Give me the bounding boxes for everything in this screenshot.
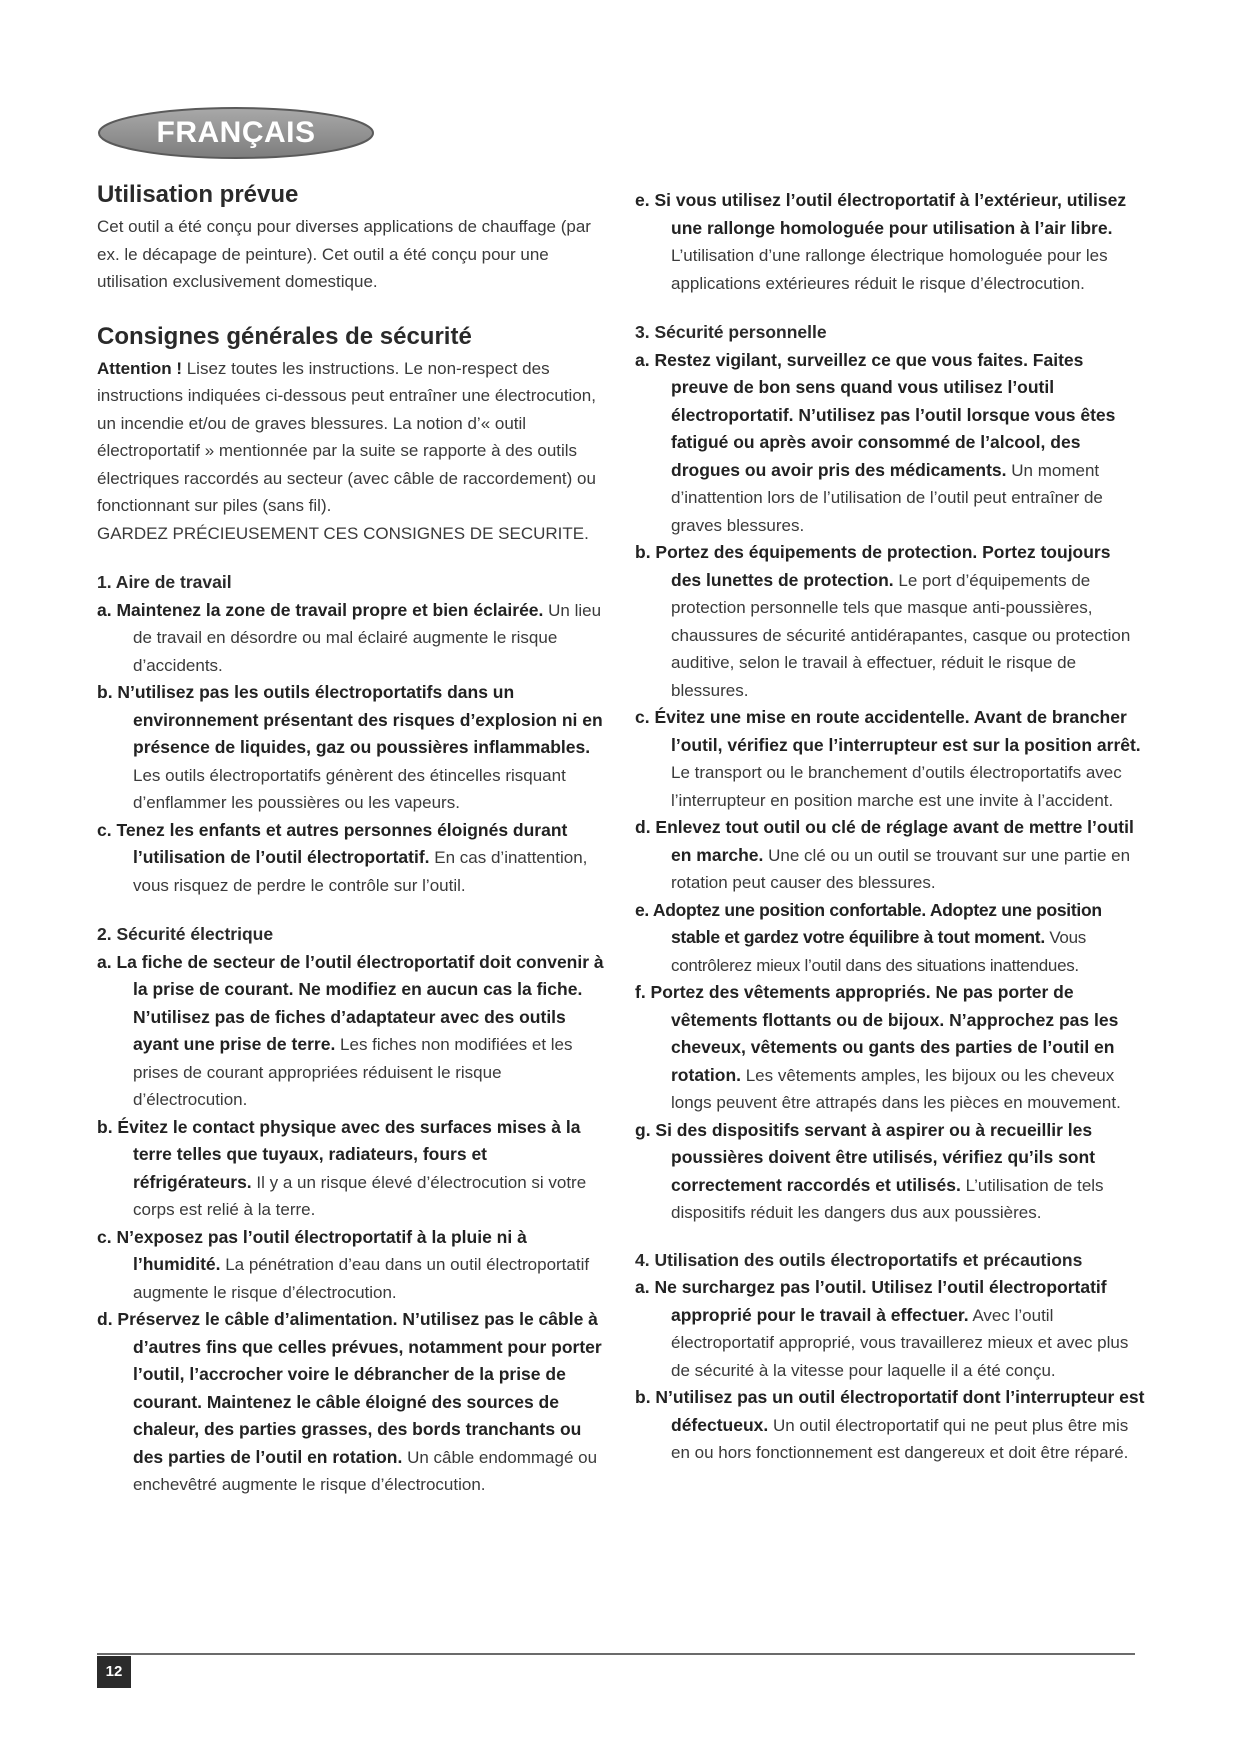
- intended-use-section: [97, 180, 607, 296]
- language-label: FRANÇAIS: [156, 116, 316, 149]
- list-item: [97, 949, 607, 1114]
- footer-divider: [97, 1653, 1135, 1655]
- item-text: Les fiches non modifiées et les prises de courant appropriées réduisent le risque d’électrocution.: [133, 1035, 573, 1109]
- list-item: [97, 597, 607, 680]
- page-number: 12: [97, 1656, 131, 1688]
- list-item: [635, 1384, 1145, 1467]
- item-text: Avec l’outil électroportatif approprié, vous travaillerez mieux et avec plus de sécurité à la vitesse pour laquelle il a été conçu.: [671, 1305, 1129, 1380]
- item-text: Un outil électroportatif qui ne peut plus être mis en ou hors fonctionnement est dangereux et doit être réparé.: [671, 1415, 1129, 1462]
- list-item: [97, 1224, 607, 1307]
- list-item: [97, 1306, 607, 1499]
- item-bold: c. Évitez une mise en route accidentelle. Avant de brancher l’outil, vérifiez que l’interrupteur est sur la position arrêt.: [635, 707, 1141, 755]
- item-bold: a. La fiche de secteur de l’outil électroportatif doit convenir à la prise de courant. Ne modifiez en aucun cas la fiche. N’utilisez pas de fiches d’adaptateur avec des outils ayant une prise de terre.: [97, 951, 604, 1054]
- section-spacer: [97, 899, 607, 921]
- list-item: [635, 187, 1145, 297]
- work-area-title: 1. Aire de travail: [97, 572, 232, 592]
- section-spacer: [635, 1227, 1145, 1247]
- item-bold: b. N’utilisez pas un outil électroportatif dont l’interrupteur est défectueux.: [635, 1387, 1145, 1435]
- electrical-safety-section: [97, 921, 607, 1499]
- tool-use-section: [635, 1247, 1145, 1467]
- warning-label: Attention !: [97, 358, 182, 378]
- item-bold: e. Adoptez une position confortable. Adoptez une position stable et gardez votre équilibre à tout moment.: [635, 899, 1102, 947]
- list-item: [635, 1274, 1145, 1384]
- work-area-section: [97, 569, 607, 899]
- item-text: Le port d’équipements de protection personnelle tels que masque anti-poussières, chaussures de sécurité antidérapantes, casque ou protection auditive, selon le travail à effectuer, réduit le risque de blessures.: [671, 570, 1131, 700]
- list-item: [635, 704, 1145, 814]
- item-text: Les vêtements amples, les bijoux ou les cheveux longs peuvent être attrapés dans les pièces en mouvement.: [671, 1065, 1121, 1112]
- personal-safety-title: 3. Sécurité personnelle: [635, 322, 827, 342]
- item-bold: a. Ne surchargez pas l’outil. Utilisez l’outil électroportatif approprié pour le travail à effectuer.: [635, 1277, 1107, 1325]
- electrical-safety-continued: [635, 187, 1145, 297]
- item-bold: d. Préservez le câble d’alimentation. N’utilisez pas le câble à d’autres fins que celles prévues, notamment pour porter l’outil, l’accrocher voire le débrancher de la prise de courant. Maintenez le câble éloigné des sources de chaleur, des parties grasses, des bords tranchants ou des parties de l’outil en rotation.: [97, 1309, 602, 1467]
- general-safety-title: Consignes générales de sécurité: [97, 322, 472, 350]
- item-bold: b. N’utilisez pas les outils électroportatifs dans un environnement présentant des risques d’explosion ni en présence de liquides, gaz ou poussières inflammables.: [97, 682, 603, 757]
- intended-use-body: Cet outil a été conçu pour diverses applications de chauffage (par ex. le décapage de peinture). Cet outil a été conçu pour une utilisation exclusivement domestique.: [97, 217, 591, 291]
- list-item: [635, 814, 1145, 897]
- item-text: La pénétration d’eau dans un outil électroportatif augmente le risque d’électrocution.: [133, 1255, 590, 1302]
- keep-instructions: GARDEZ PRÉCIEUSEMENT CES CONSIGNES DE SECURITE.: [97, 523, 589, 543]
- item-text: Un câble endommagé ou enchevêtré augmente le risque d’électrocution.: [133, 1447, 598, 1494]
- list-item: [635, 539, 1145, 704]
- item-text: L’utilisation d’une rallonge électrique homologuée pour les applications extérieures réduit le risque d’électrocution.: [671, 246, 1108, 293]
- item-text: Un moment d’inattention lors de l’utilisation de l’outil peut entraîner de graves blessures.: [671, 460, 1103, 535]
- item-text: Le transport ou le branchement d’outils électroportatifs avec l’interrupteur en position marche est une invite à l’accident.: [671, 763, 1122, 810]
- list-item: [635, 979, 1145, 1117]
- intended-use-title: Utilisation prévue: [97, 181, 299, 208]
- warning-text: Lisez toutes les instructions. Le non-respect des instructions indiquées ci-dessous peut entraîner une électrocution, un incendie et/ou de graves blessures. La notion d’« outil électroportatif » mentionnée par la suite se rapporte à des outils électriques raccordés au secteur (avec câble de raccordement) ou fonctionnant sur piles (sans fil).: [97, 358, 596, 515]
- right-column: [635, 187, 1145, 1467]
- item-text: En cas d’inattention, vous risquez de perdre le contrôle sur l’outil.: [133, 848, 588, 895]
- list-item: [635, 347, 1145, 540]
- item-text: Une clé ou un outil se trouvant sur une partie en rotation peut causer des blessures.: [671, 845, 1131, 892]
- tool-use-title: 4. Utilisation des outils électroportatifs et précautions: [635, 1249, 1083, 1270]
- section-spacer: [635, 297, 1145, 319]
- item-bold: f. Portez des vêtements appropriés. Ne pas porter de vêtements flottants ou de bijoux. N’approchez pas les cheveux, vêtements ou gants des parties de l’outil en rotation.: [635, 982, 1119, 1085]
- list-item: [635, 1117, 1145, 1227]
- list-item: [635, 897, 1145, 980]
- item-bold: g. Si des dispositifs servant à aspirer ou à recueillir les poussières doivent être utilisés, vérifiez qu’ils sont correctement raccordés et utilisés.: [635, 1119, 1096, 1195]
- item-text: Un lieu de travail en désordre ou mal éclairé augmente le risque d’accidents.: [133, 600, 602, 675]
- item-bold: a. Maintenez la zone de travail propre et bien éclairée.: [97, 599, 544, 620]
- item-bold: d. Enlevez tout outil ou clé de réglage avant de mettre l’outil en marche.: [635, 817, 1134, 865]
- item-bold: c. N’exposez pas l’outil électroportatif à la pluie ni à l’humidité.: [97, 1226, 527, 1274]
- item-bold: a. Restez vigilant, surveillez ce que vous faites. Faites preuve de bon sens quand vous utilisez l’outil électroportatif. N’utilisez pas l’outil lorsque vous êtes fatigué ou après avoir consommé de l’alcool, des drogues ou avoir pris des médicaments.: [635, 349, 1116, 480]
- item-bold: b. Portez des équipements de protection. Portez toujours des lunettes de protection.: [635, 542, 1111, 590]
- item-text: L’utilisation de tels dispositifs réduit les dangers dus aux poussières.: [671, 1175, 1104, 1222]
- item-text: Vous contrôlerez mieux l’outil dans des situations inattendues.: [671, 928, 1086, 975]
- list-item: [97, 817, 607, 900]
- electrical-safety-title: 2. Sécurité électrique: [97, 924, 274, 944]
- item-bold: b. Évitez le contact physique avec des surfaces mises à la terre telles que tuyaux, radiateurs, fours et réfrigérateurs.: [97, 1116, 581, 1192]
- item-bold: c. Tenez les enfants et autres personnes éloignés durant l’utilisation de l’outil électroportatif.: [97, 819, 568, 867]
- personal-safety-section: [635, 319, 1145, 1227]
- general-safety-section: [97, 322, 607, 548]
- language-badge: [97, 106, 375, 160]
- item-text: Il y a un risque élevé d’électrocution si votre corps est relié à la terre.: [133, 1172, 587, 1219]
- item-text: Les outils électroportatifs génèrent des étincelles risquant d’enflammer les poussières ou les vapeurs.: [133, 765, 566, 812]
- item-bold: e. Si vous utilisez l’outil électroportatif à l’extérieur, utilisez une rallonge homologuée pour utilisation à l’air libre.: [635, 190, 1127, 238]
- safety-warning: [97, 355, 607, 520]
- list-item: [97, 679, 607, 817]
- list-item: [97, 1114, 607, 1224]
- left-column: [97, 180, 607, 1499]
